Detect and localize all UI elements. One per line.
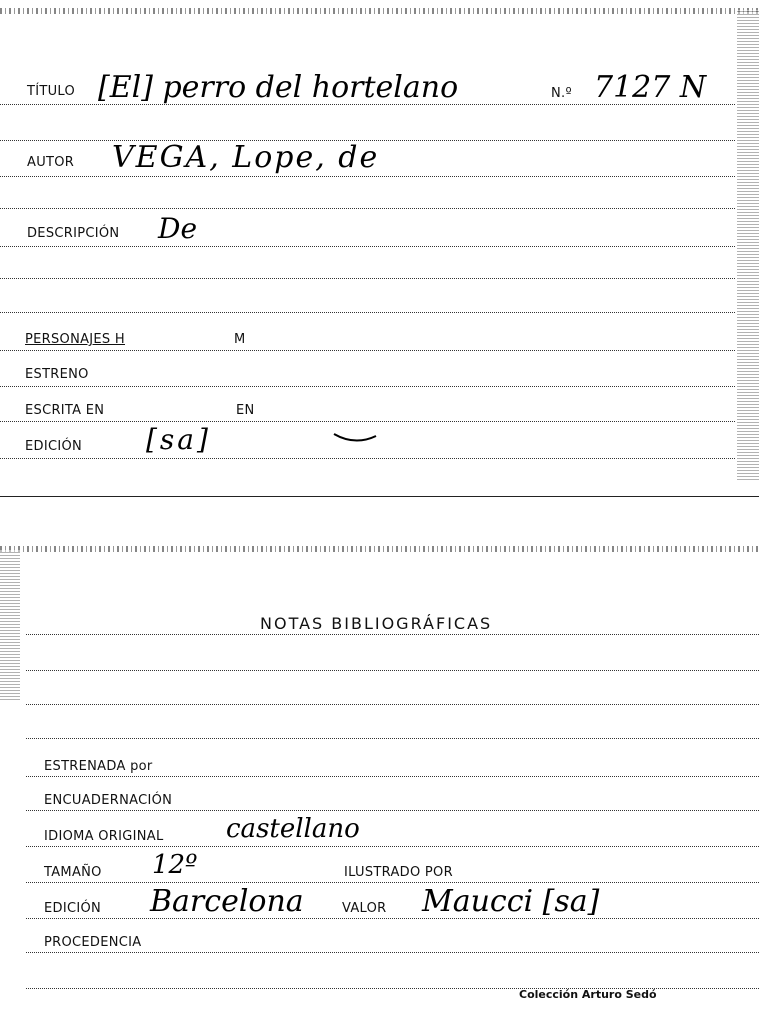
autor-line-2	[0, 208, 735, 209]
descripcion-line-3	[0, 312, 735, 313]
card-top-edge	[0, 8, 759, 14]
tamano-label: TAMAÑO	[44, 865, 102, 880]
idioma-line	[26, 846, 759, 847]
notas-bibliograficas-heading: NOTAS BIBLIOGRÁFICAS	[260, 614, 493, 633]
procedencia-line	[26, 952, 759, 953]
tamano-line	[26, 882, 759, 883]
autor-value: VEGA, Lope, de	[112, 140, 380, 175]
edicion-back-label: EDICIÓN	[44, 901, 102, 916]
descripcion-line	[0, 246, 735, 247]
tamano-value: 12º	[152, 850, 198, 880]
encuadernacion-label: ENCUADERNACIÓN	[44, 793, 173, 808]
edicion-line	[0, 458, 735, 459]
edicion-label: EDICIÓN	[25, 439, 83, 454]
personajes-m-label: M	[234, 332, 246, 347]
personajes-line	[0, 350, 735, 351]
estrenada-line	[26, 776, 759, 777]
edicion-value: [sa]	[146, 423, 211, 456]
estrenada-label: ESTRENADA por	[44, 759, 153, 774]
descripcion-label: DESCRIPCIÓN	[27, 226, 120, 241]
catalog-card-front	[0, 0, 759, 497]
notas-line-4	[26, 738, 759, 739]
valor-label: VALOR	[342, 901, 387, 916]
autor-label: AUTOR	[27, 155, 75, 170]
catalog-card-back	[0, 540, 759, 1028]
encuadernacion-line	[26, 810, 759, 811]
idioma-value: castellano	[226, 814, 360, 844]
estreno-label: ESTRENO	[25, 367, 89, 382]
autor-line	[0, 176, 735, 177]
escrita-line	[0, 421, 735, 422]
numero-value: 7127 N	[594, 70, 707, 105]
notas-line-2	[26, 670, 759, 671]
idioma-label: IDIOMA ORIGINAL	[44, 829, 164, 844]
notas-line-1	[26, 634, 759, 635]
numero-label: N.º	[551, 86, 572, 101]
collection-footer: Colección Arturo Sedó	[519, 988, 657, 1001]
estreno-line	[0, 386, 735, 387]
titulo-value: [El] perro del hortelano	[98, 70, 459, 105]
edicion-back-line	[26, 918, 759, 919]
titulo-label: TÍTULO	[27, 84, 76, 99]
ink-mark	[330, 430, 380, 446]
edicion-back-value: Barcelona	[150, 884, 304, 919]
escrita-en-label: EN	[236, 403, 255, 418]
valor-value: Maucci [sa]	[422, 884, 600, 919]
notas-line-3	[26, 704, 759, 705]
titulo-line	[0, 104, 735, 105]
descripcion-line-2	[0, 278, 735, 279]
card-left-edge-scan-noise	[0, 550, 20, 700]
card-right-edge-scan-noise	[737, 10, 759, 480]
descripcion-value: De	[158, 212, 198, 245]
card-back-top-edge	[0, 546, 759, 552]
ilustrado-label: ILUSTRADO POR	[344, 865, 453, 880]
personajes-label: PERSONAJES H	[25, 332, 125, 347]
escrita-label: ESCRITA EN	[25, 403, 105, 418]
procedencia-label: PROCEDENCIA	[44, 935, 142, 950]
